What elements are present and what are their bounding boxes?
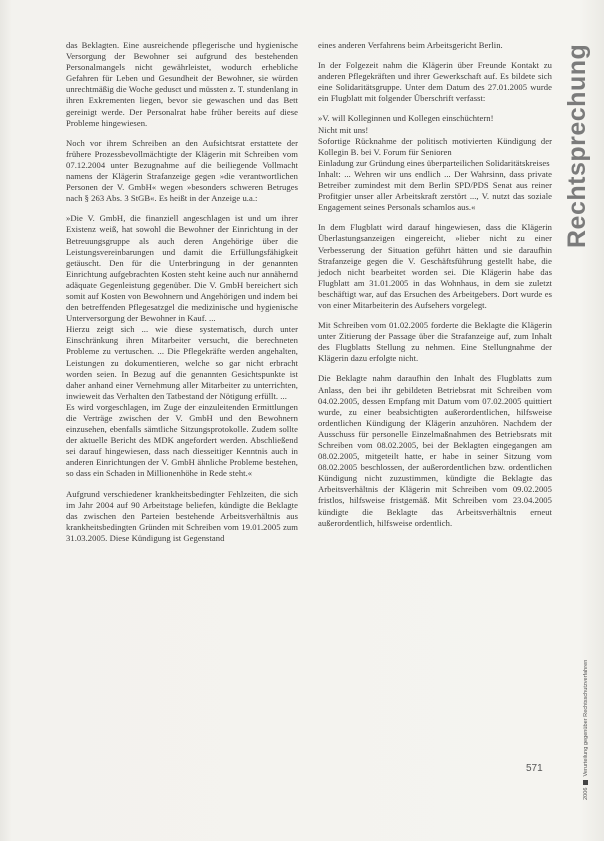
flyer-quote [318, 113, 552, 213]
flyer-line: Einladung zur Gründung eines überparteilichen Solidaritätskreises [318, 157, 550, 168]
flyer-content: Inhalt: ... Wehren wir uns endlich ... Der Wahrsinn, dass private Betreiber zumindest mit dem Berlin SPD/PDS Senat aus reiner Profitgier unser aller Arbeitskraft zerstört ..., V. nutzt das soziale Engagement seines Personals schamlos aus.« [318, 168, 552, 213]
flyer-subline: Nicht mit uns! [318, 124, 369, 135]
paragraph: In der Folgezeit nahm die Klägerin über Freunde Kontakt zu anderen Pflegekräften und ihrer Gewerkschaft auf. Es bildete sich eine Solidaritätsgruppe. Unter dem Datum des 27.01.2005 wurde ein Flugblatt mit folgender Überschrift verfasst: [318, 60, 552, 104]
paragraph: das Beklagten. Eine ausreichende pflegerische und hygienische Versorgung der Bewohner sei aufgrund des bestehenden Personalmangels nicht gewährleistet, wodurch erhebliche Gefahren für Leben und Gesundheit der Bewohner, sie würden unrechtmäßig die Woche gedusct und müssten z. T. stundenlang in ihren Exkrementen liegen, bevor sie gewaschen und das Bett gereinigt werde. Der Personalrat habe früher bereits auf diese Probleme hingewiesen. [66, 40, 298, 128]
section-title: Rechtsprechung [563, 43, 591, 248]
flyer-headline: »V. will Kolleginnen und Kollegen einschüchtern! [318, 113, 494, 124]
left-column [66, 40, 298, 553]
paragraph: Aufgrund verschiedener krankheitsbedingter Fehlzeiten, die sich im Jahr 2004 auf 90 Arbeitstage beliefen, kündigte die Beklagte das zwischen den Parteien bestehende Arbeitsverhältnis aus krankheitsbedingten Gründen mit Schreiben vom 19.01.2005 zum 31.03.2005. Diese Kündigung ist Gegenstand [66, 488, 298, 543]
footer-text: Verurteilung gegenüber Rechtsschutzverfahren [583, 659, 589, 777]
flyer-line: Sofortige Rücknahme der politisch motivierten Kündigung der Kollegin B. bei V. Forum für Senioren [318, 135, 552, 157]
quote-paragraph: Hierzu zeigt sich ... wie diese systematisch, durch unter Einschränkung ihren Mitarbeiter versucht, die berechneten Probleme zu vertuschen. ... Die Pflegekräfte werden angehalten, Leistungen zu dokumentieren, welche so gar nicht erbracht worden seien. In Bezug auf die genannten Gesichtspunkte ist daher anhand einer Vernehmung aller Mitarbeiter zu unterrichten, inwieweit das Verhalten den Tatbestand der Nötigung erfüllt. ... [66, 324, 298, 401]
footer-code: 2006 [583, 787, 589, 800]
paragraph: eines anderen Verfahrens beim Arbeitsgericht Berlin. [318, 40, 503, 50]
page-number: 571 [526, 763, 543, 774]
paragraph: Noch vor ihrem Schreiben an den Aufsichtsrat erstattete der frühere Prozessbevollmächtigte der Klägerin mit Schreiben vom 07.12.2004 unter Bezugnahme auf die beiliegende Vollmacht namens der Klägerin Strafanzeige gegen »die verantwortlichen Personen der V. GmbH« wegen »besonders schweren Betruges nach § 263 Abs. 3 StGB«. Es heißt in der Anzeige u.a.: [66, 137, 298, 204]
quote-paragraph: »Die V. GmbH, die finanziell angeschlagen ist und um ihrer Existenz weiß, hat sowohl die Bewohner der Einrichtung in der Betreuungsgruppe als auch deren Angehörige über die Leistungsvereinbarungen und damit die Erfüllungsfähigkeit getäuscht. Den für die Unterbringung in der genannten Einrichtung aufgebrachten Kosten steht keine auch nur annähernd adäquate Gegenleistung gegenüber. Die V. GmbH bereichert sich somit auf Kosten von Bewohnern und Angehörigen und indem bei den betreffenden Pflegesatzgel die medizinische und hygienische Unterversorgung der Bewohner in Kauf. ... [66, 213, 298, 324]
vertical-footer [583, 660, 589, 800]
paragraph: Mit Schreiben vom 01.02.2005 forderte die Beklagte die Klägerin unter Zitierung der Passage über die Strafanzeige auf, zum Inhalt des Flugblatts Stellung zu nehmen. Eine Stellungnahme der Klägerin dazu erfolgte nicht. [318, 320, 552, 364]
paragraph: Die Beklagte nahm daraufhin den Inhalt des Flugblatts zum Anlass, den bei ihr gebildeten Betriebsrat mit Schreiben vom 04.02.2005, dessen Empfang mit Datum vom 07.02.2005 quittiert wurde, zu einer beabsichtigten außerordentlichen, hilfsweise ordentlichen Kündigung der Klägerin anzuhören. Nachdem der Ausschuss für personelle Einzelmaßnahmen des Betriebsrats mit Schreiben vom 08.02.2005, bei der Beklagten eingegangen am 08.02.2005, mitgeteilt hatte, er habe in seiner Sitzung vom 08.02.2005 beschlossen, der außerordentlichen bzw. ordentlichen Kündigung nicht zuzustimmen, kündigte die Beklagte das Arbeitsverhältnis der Klägerin mit Schreiben vom 09.02.2005 fristlos, hilfsweise fristgemäß. Mit Schreiben vom 23.04.2005 kündigte die Beklagte das Arbeitsverhältnis erneut außerordentlich, hilfsweise ordentlich. [318, 373, 552, 528]
square-bullet-icon [583, 780, 588, 785]
right-column [318, 40, 552, 538]
paragraph: In dem Flugblatt wird darauf hingewiesen, dass die Klägerin Überlastungsanzeigen eingereicht, »lieber nicht zu einer Verbesserung der Situation geführt hätten und sie daraufhin Strafanzeige gegen die V. Geschäftsführung gestellt habe, die jedoch nicht bearbeitet worden sei. Die Klägerin habe das Flugblatt am 31.01.2005 in das Wohnhaus, in dem sie zuletzt beschäftigt war, auf das Ersuchen des Arbeitgebers. Dort wurde es von einer Mitarbeiterin des Aufsehers vorgelegt. [318, 222, 552, 310]
quote-paragraph: Es wird vorgeschlagen, im Zuge der einzuleitenden Ermittlungen die Verträge zwischen der V. GmbH und den Bewohnern einzusehen, ebenfalls sämtliche Sitzungsprotokolle. Zudem sollte der aktuelle Bericht des MDK angefordert werden. Abschließend sei darauf hingewiesen, dass nach diesseitiger Kenntnis auch in anderen Einrichtungen der V. GmbH ähnliche Probleme bestehen, so dass ein Schaden in Millionenhöhe in Rede steht.« [66, 401, 298, 479]
